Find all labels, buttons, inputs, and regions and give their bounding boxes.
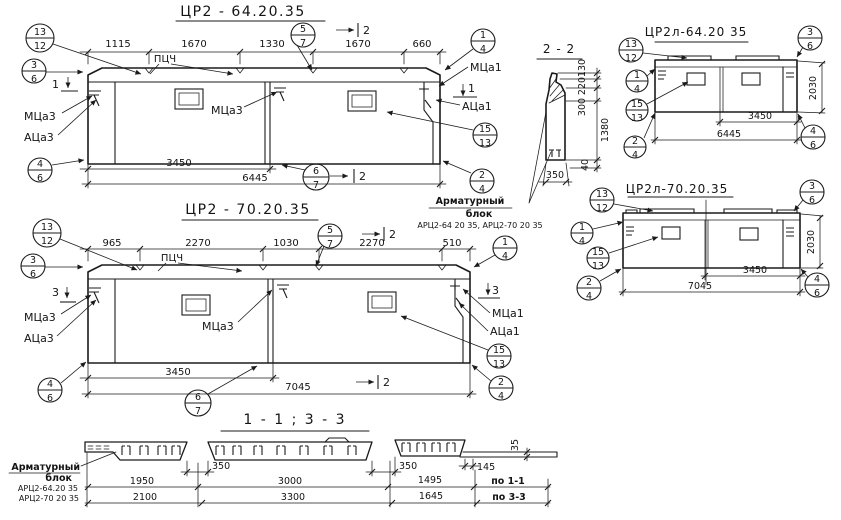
dim-1115: 1115 (105, 39, 131, 50)
aca3-label: АЦа3 (24, 131, 54, 144)
callout-top: 2 (478, 170, 486, 181)
panel-inner-lines (623, 220, 800, 268)
dim-7045: 7045 (687, 281, 713, 292)
dim-350: 350 (545, 170, 565, 181)
dim-2030: 2030 (808, 75, 819, 101)
callout-4-6 (805, 273, 829, 299)
callout-top: 4 (809, 126, 817, 137)
dimension-lines (619, 214, 823, 296)
pcch-leaders (150, 64, 233, 74)
mca3-mid-label: МЦа3 (211, 104, 243, 117)
section2-bottom-number: 2 (359, 170, 366, 183)
leader (57, 300, 96, 336)
elevation-cr2-70 (21, 202, 524, 417)
note-blok: блок (45, 473, 72, 484)
anchor-feet (549, 150, 561, 157)
elevation2-title: ЦР2 - 70.20.35 (185, 202, 311, 218)
callout-2-4 (489, 376, 513, 402)
tooth-mark (447, 443, 455, 452)
dim-3000: 3000 (277, 476, 303, 487)
elevation3-title: ЦР2л-64.20 35 (644, 25, 748, 39)
note-leaders (529, 112, 551, 203)
dimension-lines (539, 68, 601, 186)
callout-bot: 7 (312, 180, 320, 191)
callout-bot: 4 (479, 44, 487, 55)
tooth-mark (233, 446, 241, 455)
aca1-label: АЦа1 (490, 325, 520, 338)
anchor-marks (626, 227, 794, 236)
hidden-lines (88, 446, 109, 449)
section2-top-number: 2 (389, 228, 396, 241)
callout-top: 15 (630, 99, 644, 110)
callout-bot: 7 (299, 38, 307, 49)
callout-4-6 (38, 378, 62, 404)
callout-6-7 (303, 164, 329, 191)
callout-top: 2 (497, 377, 505, 388)
callout-bot: 6 (30, 74, 38, 85)
callout-top: 2 (631, 136, 639, 147)
callout-leader (474, 255, 495, 267)
note-armaturny: Арматурный (11, 462, 80, 473)
dim-1950: 1950 (129, 476, 155, 487)
callout-4-6 (28, 158, 52, 184)
callout-leader (647, 82, 688, 104)
callout-15-13 (487, 344, 511, 370)
dim-1380: 1380 (600, 117, 611, 143)
vent-opening (687, 73, 705, 85)
callout-top: 15 (478, 124, 492, 135)
leader (238, 290, 272, 322)
callout-top: 4 (46, 379, 54, 390)
callout-bot: 12 (40, 236, 54, 247)
row-label-po-3-3: по 3-3 (492, 492, 526, 503)
leader (58, 100, 96, 135)
tooth-mark (324, 446, 332, 455)
vent-opening-inner (179, 93, 199, 105)
elevation-cr2l-64 (619, 25, 825, 161)
callout-13-12 (619, 38, 643, 64)
mca3-left-label: МЦа3 (24, 110, 56, 123)
dim-2100: 2100 (132, 492, 158, 503)
vent-opening-inner (352, 95, 372, 107)
callout-3-6 (800, 180, 824, 206)
dim-1670b: 1670 (345, 39, 371, 50)
mca1-label: МЦа1 (492, 307, 524, 320)
callout-bot: 6 (809, 140, 817, 151)
note-blok: блок (465, 209, 493, 220)
callout-top: 1 (578, 222, 586, 233)
callout-bot: 7 (194, 406, 202, 417)
dimension-lines (80, 52, 446, 188)
callout-bot: 4 (497, 391, 505, 402)
tooth-mark (417, 443, 425, 452)
dim-3450: 3450 (747, 111, 773, 122)
callout-bot: 13 (630, 113, 644, 124)
anchor-marks (658, 71, 794, 79)
dim-35: 35 (510, 438, 521, 452)
callout-top: 15 (591, 247, 605, 258)
callout-bot: 6 (808, 195, 816, 206)
callout-15-13 (473, 123, 497, 149)
callout-bot: 4 (585, 291, 593, 302)
panel-outline (623, 213, 800, 268)
rib-teeth-c (402, 443, 455, 452)
tooth-mark (158, 446, 166, 455)
note-arc-codes: АРЦ2-64 20 35, АРЦ2-70 20 35 (417, 221, 543, 230)
panel-inner-lines (88, 82, 440, 164)
section2-top-number: 2 (363, 24, 370, 37)
dim-510: 510 (442, 238, 462, 249)
callout-top: 6 (312, 166, 320, 177)
callout-bot: 13 (492, 359, 506, 370)
callout-15-13 (626, 99, 648, 124)
section-1-1-3-3 (9, 412, 557, 507)
callout-2-4 (470, 169, 494, 195)
pcch-label: ПЦЧ (160, 253, 184, 264)
callout-leader (60, 239, 137, 270)
callout-top: 1 (501, 237, 509, 248)
callout-1-4 (493, 236, 517, 262)
note-arc-64: АРЦ2-64.20 35 (17, 484, 78, 493)
callout-leader (797, 47, 803, 57)
callout-bot: 12 (624, 53, 638, 64)
callout-leader (794, 200, 803, 211)
dim-6445: 6445 (242, 173, 268, 184)
callout-leader (443, 161, 471, 173)
callout-leader (609, 237, 658, 253)
dimension-ticks (620, 215, 823, 295)
callout-top: 13 (33, 27, 47, 38)
callout-bot: 12 (33, 41, 47, 52)
strip-tail (460, 452, 557, 457)
callout-bot: 4 (478, 184, 486, 195)
callout-top: 4 (36, 159, 44, 170)
dim-1495: 1495 (417, 475, 443, 486)
callout-top: 1 (633, 70, 641, 81)
dim-300: 300 (577, 97, 588, 117)
callout-3-6 (21, 254, 45, 280)
callout-top: 3 (30, 60, 38, 71)
coping-tabs (668, 56, 783, 112)
callout-1-4 (571, 222, 593, 247)
dim-3450: 3450 (742, 265, 768, 276)
anchor-marks (89, 283, 462, 306)
tooth-mark (122, 446, 130, 455)
anchor-marks (89, 86, 431, 108)
callout-4-6 (801, 125, 825, 151)
section-2-2 (417, 42, 611, 230)
elevation-cr2-64 (22, 4, 502, 195)
callout-leader (798, 114, 805, 128)
callout-bot: 13 (478, 138, 492, 149)
callout-top: 13 (624, 39, 638, 50)
note-arc-70: АРЦ2-70 20 35 (18, 494, 79, 503)
callout-top: 6 (194, 392, 202, 403)
rib-teeth-a (122, 446, 180, 455)
callout-bot: 6 (29, 269, 37, 280)
dim-2270: 2270 (185, 238, 211, 249)
leader (61, 295, 91, 314)
vent-opening-inner (372, 296, 392, 308)
pcch-label: ПЦЧ (153, 54, 177, 65)
callout-top: 5 (299, 24, 307, 35)
callout-top: 13 (40, 222, 54, 233)
callout-2-4 (624, 136, 646, 161)
section3-left-number: 3 (52, 286, 59, 299)
callout-3-6 (798, 26, 822, 52)
callout-bot: 6 (813, 288, 821, 299)
vent-opening-inner (186, 299, 206, 311)
callout-2-4 (577, 276, 601, 302)
elevation1-title: ЦР2 - 64.20.35 (180, 4, 306, 20)
callout-top: 1 (479, 30, 487, 41)
panel-outline (88, 265, 470, 363)
section-profile (546, 73, 565, 160)
callout-3-6 (22, 59, 46, 85)
dim-130: 130 (577, 58, 588, 78)
callout-leader (208, 366, 257, 394)
tooth-mark (348, 446, 356, 455)
leader (244, 92, 277, 107)
callout-top: 2 (585, 277, 593, 288)
callout-6-7 (185, 390, 211, 417)
dim-350-a: 350 (212, 461, 231, 472)
callout-leader (52, 160, 84, 165)
callout-bot: 7 (326, 239, 334, 250)
note-armaturny: Арматурный (435, 196, 505, 207)
callout-bot: 4 (501, 251, 509, 262)
mca1-label: МЦа1 (470, 61, 502, 74)
callout-1-4 (471, 29, 495, 55)
dim-7045: 7045 (285, 382, 311, 393)
section1-left-number: 1 (52, 78, 59, 91)
dim-1030: 1030 (273, 238, 299, 249)
tooth-mark (277, 446, 285, 455)
dim-3450: 3450 (165, 367, 191, 378)
dim-660: 660 (412, 39, 432, 50)
elevation-cr2l-70 (571, 180, 829, 302)
aca1-label: АЦа1 (462, 100, 492, 113)
callout-bot: 13 (591, 261, 605, 272)
callout-leader (387, 112, 473, 130)
dim-350-b: 350 (399, 461, 418, 472)
callout-bot: 6 (806, 41, 814, 52)
callout-bot: 4 (578, 236, 586, 247)
tooth-mark (402, 443, 410, 452)
callout-bot: 6 (46, 393, 54, 404)
rib-teeth-b (216, 446, 356, 455)
dimension-lines (80, 249, 476, 398)
callout-leader (445, 49, 473, 70)
callout-top: 5 (326, 225, 334, 236)
callout-top: 15 (492, 345, 506, 356)
callout-leader (472, 365, 491, 381)
tooth-mark (300, 446, 308, 455)
callout-1-4 (626, 70, 648, 95)
tooth-mark (254, 446, 262, 455)
dim-6445: 6445 (716, 129, 742, 140)
mca3-left-label: МЦа3 (24, 311, 56, 324)
callout-top: 4 (813, 274, 821, 285)
tooth-mark (216, 446, 224, 455)
callout-bot: 4 (633, 84, 641, 95)
tooth-mark (172, 446, 180, 455)
elevation4-title: ЦР2л-70.20.35 (625, 182, 729, 196)
dim-1670: 1670 (181, 39, 207, 50)
vent-opening (742, 73, 760, 85)
callout-bot: 4 (631, 150, 639, 161)
callout-leader (593, 222, 623, 229)
dim-145: 145 (477, 462, 496, 473)
mca3-mid-label: МЦа3 (202, 320, 234, 333)
leader (463, 289, 490, 313)
callout-leader (61, 362, 86, 383)
dim-2270b: 2270 (359, 238, 385, 249)
dim-1645: 1645 (418, 491, 444, 502)
tooth-mark (432, 443, 440, 452)
dim-40: 40 (580, 158, 591, 172)
callout-leader (401, 316, 488, 350)
leader (439, 67, 468, 86)
aca3-label: АЦа3 (24, 332, 54, 345)
dim-1330: 1330 (259, 39, 285, 50)
coping-tabs (626, 209, 797, 268)
dim-2030: 2030 (806, 229, 817, 255)
section11-title: 1 - 1 ; 3 - 3 (243, 412, 347, 428)
callout-top: 3 (29, 255, 37, 266)
callout-bot: 12 (595, 203, 609, 214)
dim-3450: 3450 (166, 158, 192, 169)
dim-3300: 3300 (280, 492, 306, 503)
section2-bottom-number: 2 (383, 376, 390, 389)
callout-13-12 (26, 24, 54, 52)
section3-right-number: 3 (492, 284, 499, 297)
vent-opening (740, 228, 758, 240)
callout-bot: 6 (36, 173, 44, 184)
dim-965: 965 (102, 238, 122, 249)
dimension-ticks (85, 49, 443, 187)
section1-right-number: 1 (468, 82, 475, 95)
callout-15-13 (587, 247, 609, 272)
callout-top: 3 (808, 181, 816, 192)
section22-title: 2 - 2 (542, 42, 576, 56)
panel-inner-lines (655, 67, 797, 112)
callout-top: 13 (595, 189, 609, 200)
callout-13-12 (590, 188, 614, 214)
callout-leader (282, 165, 305, 170)
dim-220: 220 (577, 76, 588, 96)
callout-5-7 (291, 23, 315, 49)
panel-outline (655, 60, 797, 112)
vent-opening (662, 227, 680, 239)
callout-leader (647, 69, 655, 76)
tooth-mark (140, 446, 148, 455)
callout-13-12 (33, 219, 61, 247)
row-label-po-1-1: по 1-1 (491, 476, 525, 487)
callout-top: 3 (806, 27, 814, 38)
